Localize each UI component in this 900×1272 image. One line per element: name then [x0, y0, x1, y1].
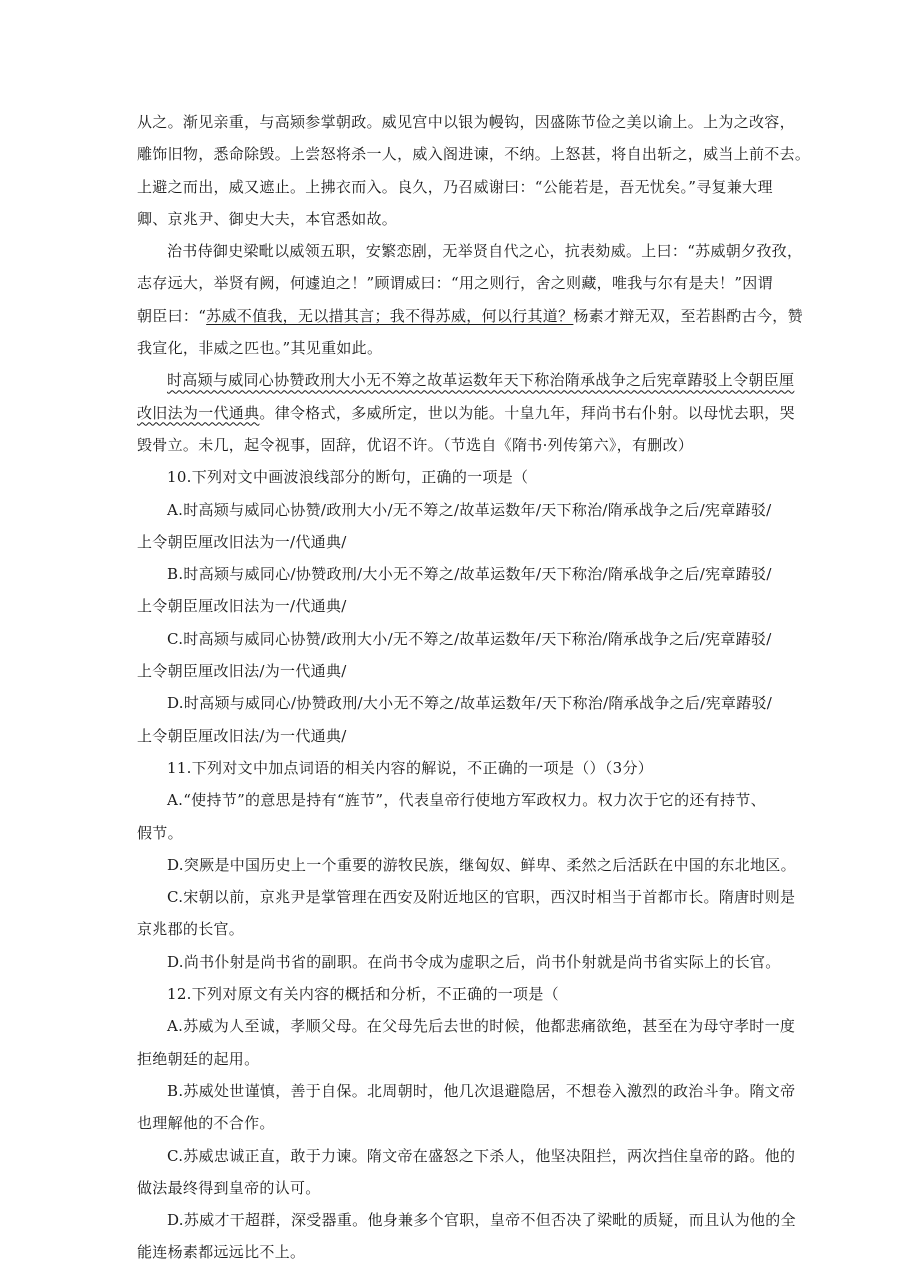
passage-line: 志存远大，举贤有阙，何遽迫之！”顾谓威曰：“用之则行，舍之则藏，唯我与尔有是夫！”因谓 — [137, 274, 773, 293]
q11-option-a-cont: 假节。 — [137, 823, 183, 842]
passage-and-questions — [137, 106, 811, 1269]
q11-option-b: D.突厥是中国历史上一个重要的游牧民族，继匈奴、鲜卑、柔然之后活跃在中国的东北地区。 — [167, 855, 796, 874]
q12-option-a-cont: 拒绝朝廷的起用。 — [137, 1049, 260, 1068]
q11-option-a: A.“使持节”的意思是持有“旌节”，代表皇帝行使地方军政权力。权力次于它的还有持节、 — [167, 791, 766, 810]
passage-line — [137, 300, 803, 332]
q12-option-c-cont: 做法最终得到皇帝的认可。 — [137, 1178, 321, 1197]
wavy-underlined-text: 改旧法为一代通典 — [137, 403, 260, 422]
question-12-stem: 12.下列对原文有关内容的概括和分析，不正确的一项是（ — [167, 985, 559, 1004]
q10-option-a-cont: 上令朝臣厘改旧法为一/代通典/ — [137, 532, 347, 551]
q12-option-c: C.苏威忠诚正直，敢于力谏。隋文帝在盛怒之下杀人，他坚决阻拦，两次挡住皇帝的路。他的 — [167, 1146, 796, 1165]
passage-line: 从之。渐见亲重，与高颎参掌朝政。威见宫中以银为幔钩，因盛陈节俭之美以谕上。上为之改容， — [137, 113, 795, 131]
passage-line — [137, 364, 793, 396]
question-10-stem: 10.下列对文中画波浪线部分的断句，正确的一项是（ — [167, 468, 529, 487]
q10-option-c-cont: 上令朝臣厘改旧法/为一代通典/ — [137, 662, 347, 681]
wavy-underlined-text: 时高颎与威同心协赞政刑大小无不筹之故革运数年天下称治隋承战争之后宪章踳驳上令朝臣厘 — [167, 371, 795, 390]
q10-option-d-cont: 上令朝臣厘改旧法/为一代通典/ — [137, 726, 347, 745]
q12-option-d-cont: 能连杨素都远远比不上。 — [137, 1243, 306, 1262]
q10-option-c: C.时高颎与威同心协赞/政刑大小/无不筹之/故革运数年/天下称治/隋承战争之后/宪章踳驳/ — [167, 629, 772, 648]
q12-option-b-cont: 也理解他的不合作。 — [137, 1114, 275, 1133]
q12-option-a: A.苏威为人至诚，孝顺父母。在父母先后去世的时候，他都悲痛欲绝，甚至在为母守孝时一度 — [167, 1017, 796, 1036]
passage-line: 雕饰旧物，悉命除毁。上尝怒将杀一人，威入阁进谏，不纳。上怒甚，将自出斩之，威当上前不去。 — [137, 145, 811, 164]
passage-line: 卿、京兆尹、御史大夫，本官悉如故。 — [137, 209, 398, 228]
passage-line: 我宣化，非威之匹也。”其见重如此。 — [137, 339, 383, 358]
q10-option-a: A.时高颎与威同心协赞/政刑大小/无不筹之/故革运数年/天下称治/隋承战争之后/宪章踳驳/ — [167, 500, 772, 519]
q11-option-c: C.宋朝以前，京兆尹是掌管理在西安及附近地区的官职，西汉时相当于首都市长。隋唐时则是 — [167, 888, 796, 907]
passage-text: 朝臣曰：“ — [137, 306, 207, 325]
passage-line: 治书侍御史梁毗以威领五职，安繁恋剧，无举贤自代之心，抗表劾威。上曰：“苏威朝夕孜孜， — [167, 242, 803, 261]
q11-option-c-cont: 京兆郡的长官。 — [137, 920, 245, 939]
q12-option-b: B.苏威处世谨慎，善于自保。北周朝时，他几次退避隐居，不想卷入激烈的政治斗争。隋文帝 — [167, 1081, 796, 1100]
q11-option-d: D.尚书仆射是尚书省的副职。在尚书令成为虚职之后，尚书仆射就是尚书省实际上的长官。 — [167, 952, 781, 971]
q12-option-d: D.苏威才干超群，深受器重。他身兼多个官职，皇帝不但否决了梁毗的质疑，而且认为他的全 — [167, 1211, 796, 1230]
question-11-stem: 11.下列对文中加点词语的相关内容的解说，不正确的一项是（）（3分） — [167, 758, 654, 777]
passage-text: 。律令格式，多威所定，世以为能。十皇九年，拜尚书右仆射。以母忧去职，哭 — [259, 403, 795, 422]
q10-option-d: D.时高颎与威同心/协赞政刑/大小无不筹之/故革运数年/天下称治/隋承战争之后/宪章踳驳/ — [167, 694, 773, 713]
q10-option-b-cont: 上令朝臣厘改旧法为一/代通典/ — [137, 597, 347, 616]
underlined-sentence: 苏威不值我，无以措其言；我不得苏威，何以行其道？ — [206, 306, 574, 325]
passage-line — [137, 397, 793, 429]
passage-line: 毁骨立。未几，起令视事，固辞，优诏不许。（节选自《隋书·列传第六》，有删改） — [137, 435, 694, 454]
q10-option-b: B.时高颎与威同心/协赞政刑/大小无不筹之/故革运数年/天下称治/隋承战争之后/宪章踳驳/ — [167, 565, 772, 584]
passage-text: 杨素才辩无双，至若斟酌古今，赞 — [573, 306, 803, 325]
passage-line: 上避之而出，威又遮止。上拂衣而入。良久，乃召威谢曰：“公能若是，吾无忧矣。”寻复兼大理 — [137, 177, 773, 196]
